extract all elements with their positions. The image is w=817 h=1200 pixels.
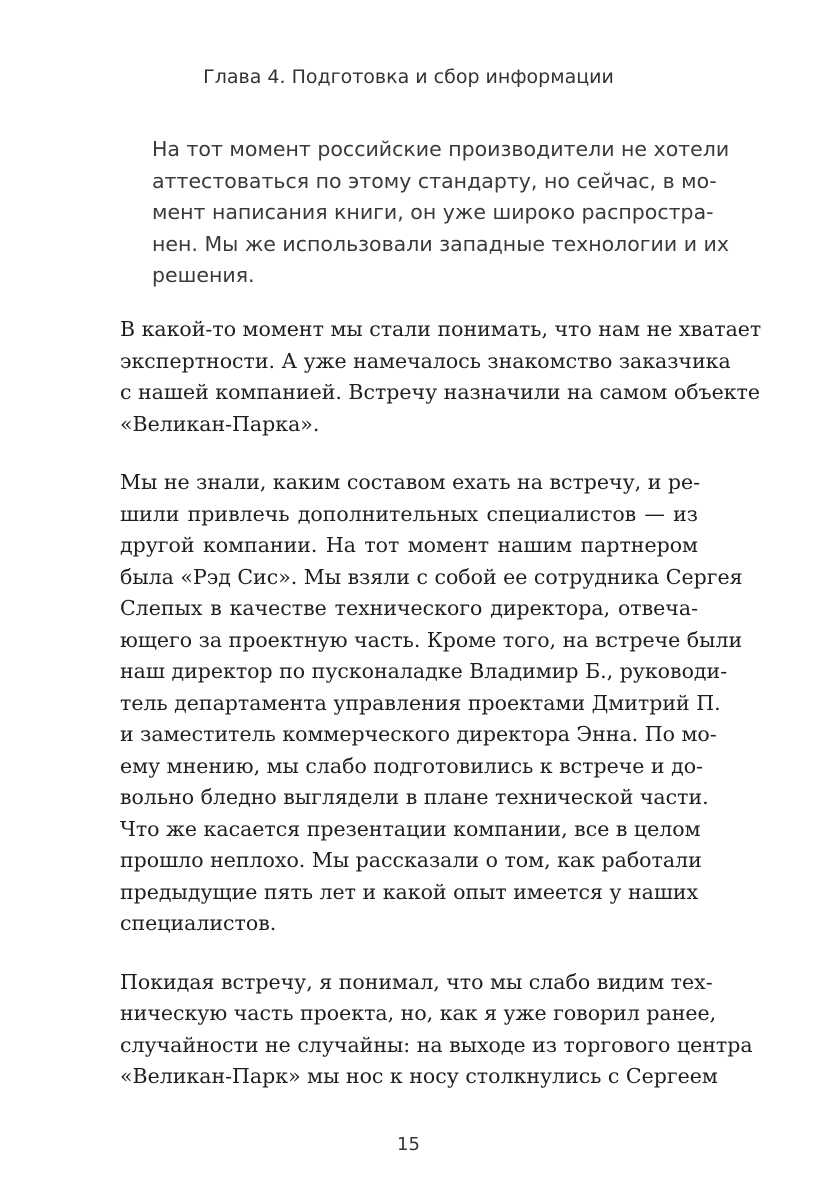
text-line: другой компании. На тот момент нашим партнером xyxy=(120,533,698,557)
text-line: В какой-то момент мы стали понимать, что нам не хватает xyxy=(120,317,762,341)
text-line: Мы не знали, каким составом ехать на встречу, и ре- xyxy=(120,470,701,494)
text-line: шили привлечь дополнительных специалистов — из xyxy=(120,501,698,526)
text-line: Что же касается презентации компании, все в целом xyxy=(120,816,701,841)
paragraph xyxy=(120,314,762,440)
text-line: «Великан-Парка». xyxy=(120,411,320,436)
text-line: вольно бледно выглядели в плане технической части. xyxy=(120,785,709,809)
text-line: и заместитель коммерческого директора Энна. По мо- xyxy=(120,722,717,746)
text-line: с нашей компанией. Встречу назначили на самом объекте xyxy=(120,380,761,404)
note-line: нен. Мы же использовали западные технологии и их xyxy=(152,231,730,256)
note-line: аттестоваться по этому стандарту, но сейчас, в мо- xyxy=(152,168,717,193)
sidebar-note xyxy=(152,134,730,292)
text-line: ющего за проектную часть. Кроме того, на встрече были xyxy=(120,627,743,652)
text-line: была «Рэд Сис». Мы взяли с собой ее сотрудника Сергея xyxy=(120,564,743,589)
note-line: На тот момент российские производители не хотели xyxy=(152,137,730,161)
text-line: Покидая встречу, я понимал, что мы слабо видим тех- xyxy=(120,969,713,994)
note-line: решения. xyxy=(152,263,255,287)
text-line: случайности не случайны: на выходе из торгового центра xyxy=(120,1032,753,1057)
page-number: 15 xyxy=(397,1134,420,1155)
text-line: прошло неплохо. Мы рассказали о том, как работали xyxy=(120,848,702,872)
note-line: мент написания книги, он уже широко распростра- xyxy=(152,200,714,224)
text-line: Слепых в качестве технического директора, отвеча- xyxy=(120,596,698,620)
text-line: ническую часть проекта, но, как я уже говорил ранее, xyxy=(120,1001,717,1025)
text-line: ему мнению, мы слабо подготовились к встрече и до- xyxy=(120,753,703,778)
text-line: экспертности. А уже намечалось знакомство заказчика xyxy=(120,348,731,373)
paragraph xyxy=(120,467,743,940)
text-line: предыдущие пять лет и какой опыт имеется у наших xyxy=(120,879,699,904)
text-line: специалистов. xyxy=(120,911,277,935)
text-line: наш директор по пусконаладке Владимир Б., руководи- xyxy=(120,659,728,683)
text-line: «Великан-Парк» мы нос к носу столкнулись с Сергеем xyxy=(120,1064,718,1088)
running-header: Глава 4. Подготовка и сбор информации xyxy=(203,66,614,88)
body-text xyxy=(120,314,762,1120)
text-line: тель департамента управления проектами Дмитрий П. xyxy=(120,690,721,715)
paragraph xyxy=(120,967,753,1093)
